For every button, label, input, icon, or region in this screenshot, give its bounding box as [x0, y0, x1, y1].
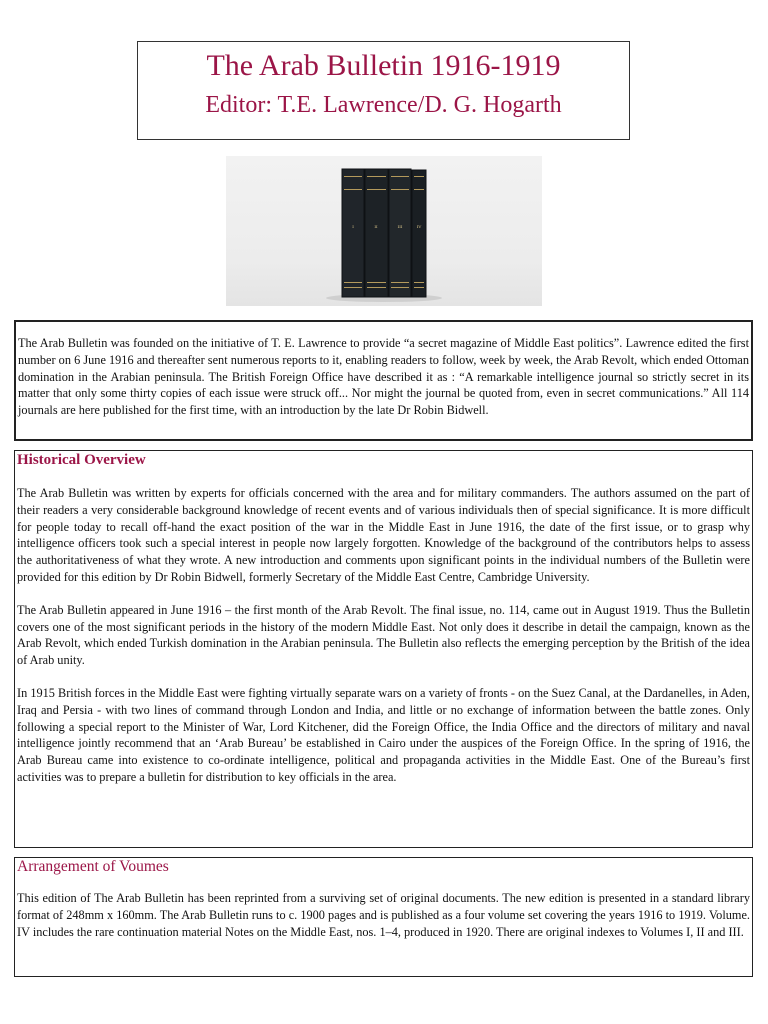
book-spine-4 — [412, 170, 426, 297]
arrangement-paragraph: This edition of The Arab Bulletin has been reprinted from a surviving set of original documents. The new edition is presented in a standard library format of 248mm x 160mm. The Arab Bulletin runs to c. 1900 pages and is published as a four volume set covering the years 1916 to 1919. Volume. IV includes the rare continuation material Notes on the Middle East, nos. 1–4, produced in 1920. There are original indexes to Volumes I, II and III. — [17, 891, 750, 939]
intro-paragraph: The Arab Bulletin was founded on the initiative of T. E. Lawrence to provide “a secret magazine of Middle East politics”. Lawrence edited the first number on 6 June 1916 and thereafter sent numerous reports to it, enabling readers to follow, week by week, the Arab Revolt, which ended Ottoman domination in the Arabian peninsula. The British Foreign Office have described it as : “A remarkable intelligence journal so strictly secret in its matter that only some thirty copies of each issue were struck off... Nor might the journal be quoted from, even in secret communications.” All 114 journals are here published for the first time, with an introduction by the late Dr Robin Bidwell. — [18, 336, 749, 418]
svg-text:I: I — [352, 224, 354, 229]
intro-box — [14, 320, 753, 441]
document-title: The Arab Bulletin 1916-1919 — [206, 49, 561, 82]
svg-text:II: II — [374, 224, 378, 229]
arrangement-heading: Arrangement of Voumes — [17, 858, 169, 875]
book-spine-2 — [365, 169, 388, 297]
books-illustration — [226, 156, 542, 306]
title-box — [137, 41, 630, 140]
editor-line: Editor: T.E. Lawrence/D. G. Hogarth — [205, 92, 562, 118]
svg-text:IV: IV — [416, 224, 422, 229]
historical-overview-box — [14, 450, 753, 848]
svg-text:III: III — [397, 224, 403, 229]
book-spine-1 — [342, 169, 364, 297]
book-spine-3 — [389, 169, 411, 297]
historical-paragraph-3: In 1915 British forces in the Middle East were fighting virtually separate wars on a variety of fronts - on the Suez Canal, at the Dardanelles, in Aden, Iraq and Persia - with two lines of command through London and India, and little or no exchange of information between the battle zones. Only following a special report to the Minister of War, Lord Kitchener, did the Foreign Office, the India Office and the directors of military and naval intelligence jointly recommend that an ‘Arab Bureau’ be established in Cairo under the auspices of the Foreign Office. In the spring of 1916, the Arab Bureau came into existence to co-ordinate intelligence, political and propaganda activities in the Middle East. One of the Bureau’s first activities was to prepare a bulletin for distribution to key officials in the area. — [17, 685, 750, 784]
historical-paragraph-2: The Arab Bulletin appeared in June 1916 – the first month of the Arab Revolt. The final issue, no. 114, came out in August 1919. Thus the Bulletin covers one of the most significant periods in the history of the modern Middle East. Not only does it describe in detail the campaign, known as the Arab Revolt, which ended Turkish domination in the Arabian peninsula. The Bulletin also reflects the emerging perception by the British of the idea of Arab unity. — [17, 602, 750, 668]
arrangement-box — [14, 857, 753, 977]
book-set-photo — [226, 156, 542, 306]
historical-paragraph-1: The Arab Bulletin was written by experts for officials concerned with the area and for military commanders. The authors assumed on the part of their readers a very considerable background knowledge of recent events and of various individuals then of special significance. It is more difficult for people today to recall off-hand the exact position of the war in the Middle East in June 1916, the date of the first issue, or to grasp why intelligence officers took such a special interest in people now largely forgotten. Knowledge of the background of the contributors helps to assess the authoritativeness of what they wrote. A new introduction and comments upon significant points in the individual numbers of the Bulletin were provided for this edition by Dr Robin Bidwell, formerly Secretary of the Middle East Centre, Cambridge University. — [17, 486, 750, 584]
historical-overview-heading: Historical Overview — [17, 452, 146, 468]
